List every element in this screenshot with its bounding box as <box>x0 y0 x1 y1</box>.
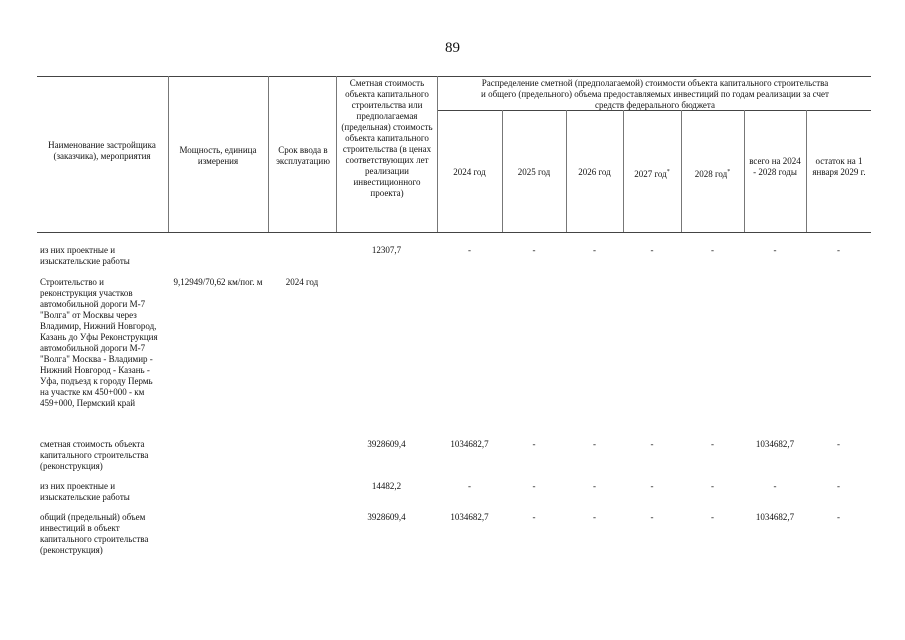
row-value: - <box>532 439 536 449</box>
row-value: - <box>837 481 840 491</box>
row-value: - <box>650 481 654 491</box>
row-value: - <box>593 245 596 255</box>
footnote-star: * <box>727 169 731 175</box>
row-name: общий (предельный) объем инвестиций в объект капитального строительства (реконструкция) <box>40 512 149 555</box>
header-remainder: остаток на 1 января 2029 г. <box>812 156 866 177</box>
header-distribution: Распределение сметной (предполагаемой) стоимости объекта капитального строительства и общего (предельного) объема предоставляемых инвестиций по годам реализации за счет средств федерального бюджета <box>481 78 829 110</box>
row-term: 2024 год <box>285 277 319 287</box>
row-value: - <box>650 439 654 449</box>
row-value: - <box>837 245 840 255</box>
row-value: - <box>837 512 840 522</box>
row-value: - <box>532 512 536 522</box>
row-name: из них проектные и изыскательские работы <box>40 245 130 266</box>
row-value: - <box>711 439 714 449</box>
header-year-2027: 2027 год* <box>634 169 670 179</box>
row-value: - <box>532 245 536 255</box>
header-year-2024: 2024 год <box>453 167 486 177</box>
col-divider <box>336 76 337 232</box>
row-value: - <box>711 481 714 491</box>
header-year-2026: 2026 год <box>578 167 611 177</box>
row-value: - <box>650 512 654 522</box>
header-year-2028: 2028 год* <box>694 169 731 179</box>
row-capacity: 9,12949/70,62 км/пог. м <box>173 277 263 287</box>
row-name: из них проектные и изыскательские работы <box>40 481 130 502</box>
header-bottom-rule <box>37 232 871 233</box>
header-total: всего на 2024 - 2028 годы <box>749 156 801 177</box>
header-cost: Сметная стоимость объекта капитального строительства или предполагаемая (предельная) стоимость объекта капитального строительства (в ценах соответствующих лет реализации инвестиционного проекта) <box>341 78 433 198</box>
footnote-star: * <box>666 169 670 175</box>
row-value: 1034682,7 <box>755 512 795 522</box>
row-value: - <box>650 245 654 255</box>
row-value: - <box>711 245 714 255</box>
row-cost: 12307,7 <box>371 245 402 255</box>
row-value: 1034682,7 <box>755 439 795 449</box>
page-number: 89 <box>445 40 460 56</box>
header-term: Срок ввода в эксплуатацию <box>276 145 330 166</box>
row-cost: 3928609,4 <box>367 512 406 522</box>
header-year-2025: 2025 год <box>517 167 551 177</box>
row-value: - <box>711 512 714 522</box>
row-value: - <box>593 481 596 491</box>
table-top-rule <box>37 76 871 77</box>
row-value: - <box>773 245 777 255</box>
row-value: - <box>468 245 471 255</box>
col-divider <box>437 76 438 232</box>
row-value: - <box>593 439 596 449</box>
row-value: - <box>468 481 471 491</box>
row-value: 1034682,7 <box>450 439 489 449</box>
col-divider <box>268 76 269 232</box>
row-cost: 3928609,4 <box>367 439 406 449</box>
header-capacity: Мощность, единица измерения <box>179 145 257 166</box>
row-value: - <box>593 512 596 522</box>
row-name: сметная стоимость объекта капитального строительства (реконструкция) <box>40 439 149 471</box>
col-divider <box>168 76 169 232</box>
row-value: - <box>532 481 536 491</box>
col-divider <box>806 110 807 232</box>
row-value: 1034682,7 <box>450 512 489 522</box>
row-cost: 14482,2 <box>371 481 402 491</box>
row-value: - <box>837 439 840 449</box>
row-name: Строительство и реконструкция участков автомобильной дороги М-7 "Волга" от Москвы через Владимир, Нижний Новгород, Казань до Уфы Реконструкция автомобильной дороги М-7 "Волга" Москва - Владимир - Нижний Новгород - Казань - Уфа, подъезд к городу Пермь на участке км 450+000 - км 459+000, Пермский край <box>40 277 158 408</box>
header-name: Наименование застройщика (заказчика), мероприятия <box>48 140 156 161</box>
col-divider <box>744 110 745 232</box>
row-value: - <box>773 481 777 491</box>
